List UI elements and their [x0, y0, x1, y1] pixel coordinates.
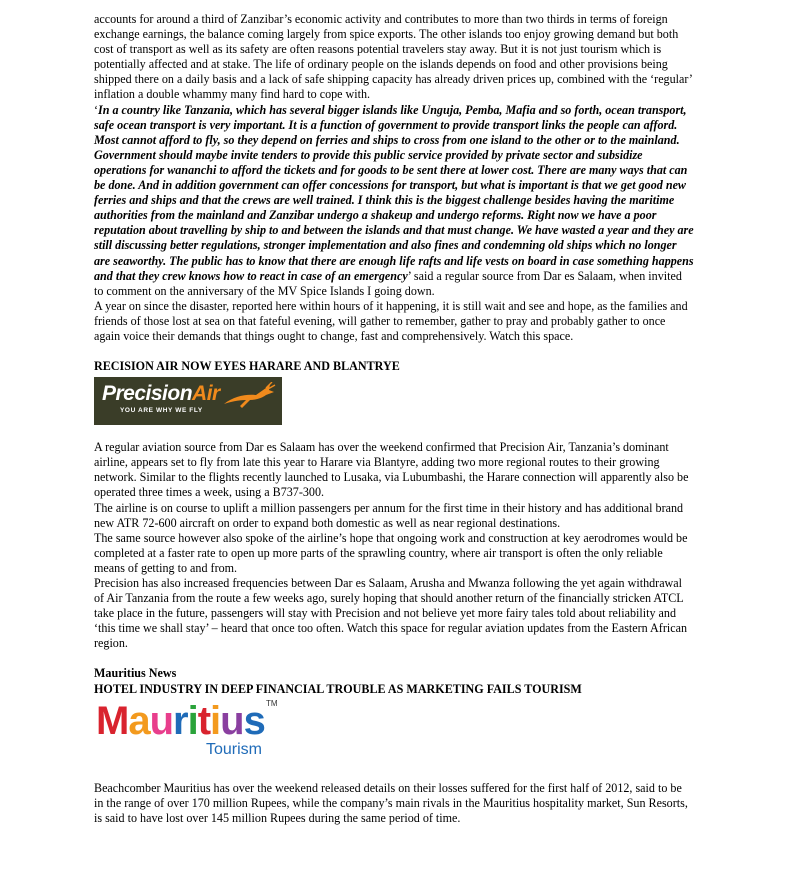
article-heading: HOTEL INDUSTRY IN DEEP FINANCIAL TROUBLE AS MARKETING FAILS TOURISM	[94, 681, 582, 696]
logo-letter: u	[149, 698, 174, 743]
gazelle-icon	[222, 382, 276, 412]
precision-air-logo	[94, 377, 282, 425]
quote-open-mark: ‘	[94, 102, 99, 117]
logo-letter: M	[96, 698, 129, 743]
body-paragraph: Precision has also increased frequencies between Dar es Salaam, Arusha and Mwanza following the yet again withdrawal of Air Tanzania from the route a few weeks ago, surely hoping that should another return of the financially stricken ATCL take place in the future, passengers will stay with Precision and not believe yet more fairy tales told about reliability and ‘this time we shall stay’ – heard that once too often. Watch this space for regular aviation updates from the Eastern African region.	[94, 576, 687, 651]
quote-attribution: ’ said a regular source from Dar es Salaam, when invited to comment on the anniversary of the MV Spice Islands I going down.	[94, 268, 682, 298]
logo-letter: t	[197, 698, 211, 743]
quote-text: In a country like Tanzania, which has several bigger islands like Unguja, Pemba, Mafia and so forth, ocean transport, safe ocean transport is very important. It is a function of government to provide transport links the people can afford. Most cannot afford to fly, so they depend on ferries and ships to cross from one island to the other or to the mainland. Government should maybe invite tenders to provide this public service provided by private sector and subsidize operations for wananchi to afford the tickets and for goods to be sent there at lower cost. There are many ways that can be done. And in addition government can offer concessions for transport, but what is important is that we get good new ferries and ships and that the crews are well trained. I think this is the biggest challenge besides having the maritime authorities from the mainland and Zanzibar undergo a shakeup and undergo reforms. Right now we have a poor reputation about travelling by ship to and between the islands and that must change. We have wasted a year and they are still discussing better regulations, stronger implementation and also fines and condemning old ships which no longer are seaworthy. The public has to know that there are enough life rafts and life vests on board in case something happens and that they crew knows how to react in case of an emergency	[94, 102, 694, 283]
body-paragraph: A regular aviation source from Dar es Salaam has over the weekend confirmed that Precision Air, Tanzania’s dominant airline, appears set to fly from late this year to Harare via Blantyre, adding two more regional routes to their growing network. Similar to the flights recently launched to Lusaka, via Lubumbashi, the Harare connection will apparently also be operated three times a week, using a B737-300.	[94, 440, 689, 500]
logo-wordmark: PrecisionAir	[102, 382, 220, 406]
body-paragraph: Beachcomber Mauritius has over the weekend released details on their losses suffered for the first half of 2012, said to be in the range of over 170 million Rupees, while the company’s main rivals in the Mauritius hospitality market, Sun Resorts, is said to have lost over 145 million Rupees during the same period of time.	[94, 780, 688, 825]
body-paragraph: accounts for around a third of Zanzibar’s economic activity and contributes to more than two thirds in terms of foreign exchange earnings, the balance coming largely from spice exports. The other islands too enjoy growing demand but both cost of transport as well as its safety are often reasons potential travelers stay away. But it is not just tourism which is potentially affected and at stake. The life of ordinary people on the islands depends on food and other provisions being shipped there on a daily basis and a lack of safe shipping capacity has already driven prices up, combined with the ‘regular’ inflation a double whammy many find hard to cope with.	[94, 12, 692, 102]
logo-letter: r	[173, 698, 188, 743]
logo-letter: s	[243, 698, 265, 743]
logo-wordmark	[96, 699, 265, 743]
logo-subtitle: Tourism	[206, 740, 263, 758]
logo-letter: a	[128, 698, 150, 743]
body-paragraph: A year on since the disaster, reported here within hours of it happening, it is still wait and see and hope, as the families and friends of those lost at sea on that fateful evening, will gather to remember, gather to pray and probably gather to once again voice their demands that things ought to change, fast and comprehensively. Watch this space.	[94, 298, 688, 343]
article-heading: RECISION AIR NOW EYES HARARE AND BLANTRYE	[94, 359, 400, 374]
logo-letter: i	[187, 698, 198, 743]
body-paragraph: The airline is on course to uplift a million passengers per annum for the first time in their history and has additional brand new ATR 72-600 aircraft on order to expand both domestic as well as near regional destinations.	[94, 500, 684, 530]
quote-paragraph	[94, 103, 694, 299]
mauritius-tourism-logo	[94, 699, 294, 769]
section-label: Mauritius News	[94, 666, 177, 681]
logo-letter: u	[220, 698, 244, 743]
trademark-mark: TM	[266, 698, 278, 708]
body-paragraph: The same source however also spoke of the airline’s hope that ongoing work and construction at key aerodromes would be completed at a faster rate to open up more parts of the sprawling country, where air transport is often the only reliable means of getting to and from.	[94, 530, 688, 575]
document-page	[94, 12, 694, 826]
logo-tagline: YOU ARE WHY WE FLY	[120, 407, 203, 415]
logo-letter: i	[210, 698, 221, 743]
